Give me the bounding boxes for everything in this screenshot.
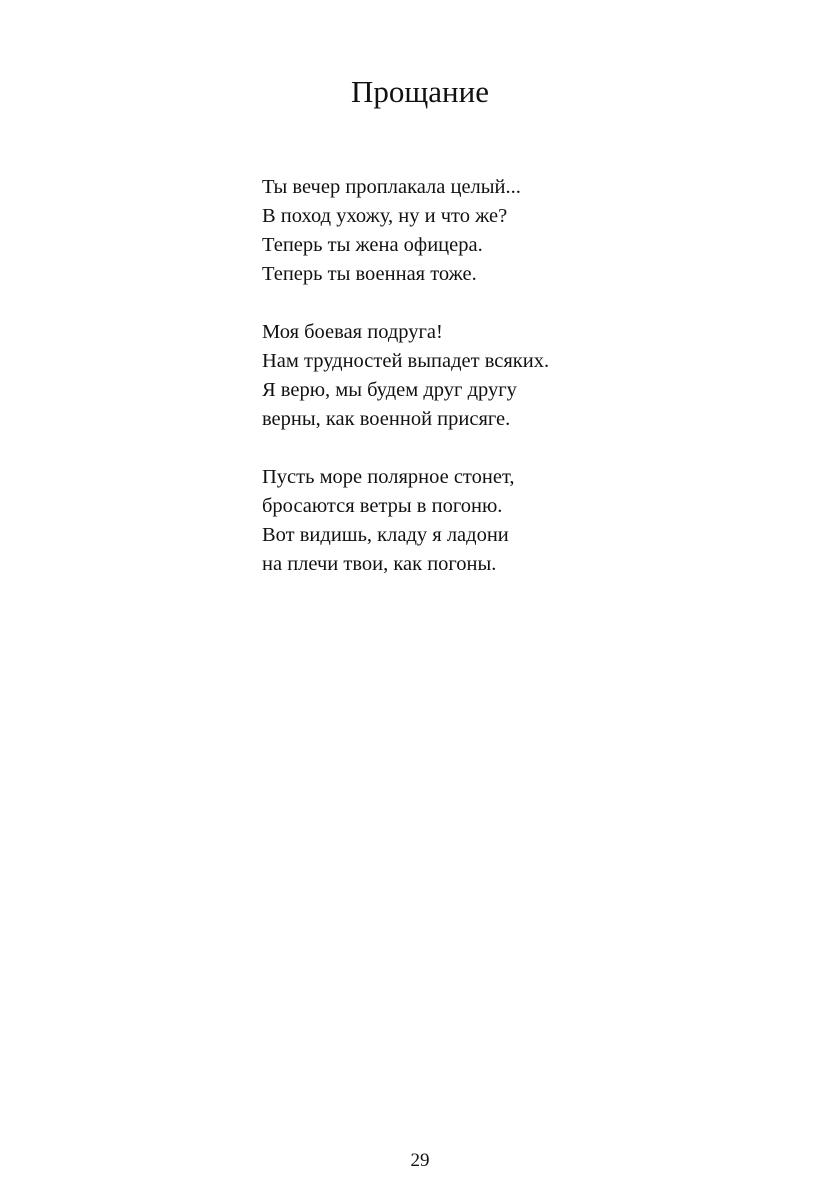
poem-line: Ты вечер проплакала целый... — [262, 176, 521, 198]
poem-line: Теперь ты жена офицера. — [262, 234, 483, 256]
poem-line: Я верю, мы будем друг другу — [262, 379, 517, 401]
poem-line: В поход ухожу, ну и что же? — [262, 205, 508, 227]
stanza — [262, 173, 549, 289]
poem-line: Моя боевая подруга! — [262, 321, 443, 343]
poem-line: Нам трудностей выпадет всяких. — [262, 350, 550, 372]
poem-body — [262, 173, 549, 608]
poem-line: бросаются ветры в погоню. — [262, 495, 503, 517]
stanza — [262, 463, 549, 579]
poem-line: Теперь ты военная тоже. — [262, 263, 477, 285]
poem-line: Вот видишь, кладу я ладони — [262, 524, 509, 546]
poem-line: на плечи твои, как погоны. — [262, 553, 497, 575]
poem-line: верны, как военной присяге. — [262, 408, 511, 430]
page-number: 29 — [410, 1150, 430, 1171]
poem-title: Прощание — [351, 74, 489, 109]
poem-line: Пусть море полярное стонет, — [262, 466, 515, 488]
stanza — [262, 318, 549, 434]
